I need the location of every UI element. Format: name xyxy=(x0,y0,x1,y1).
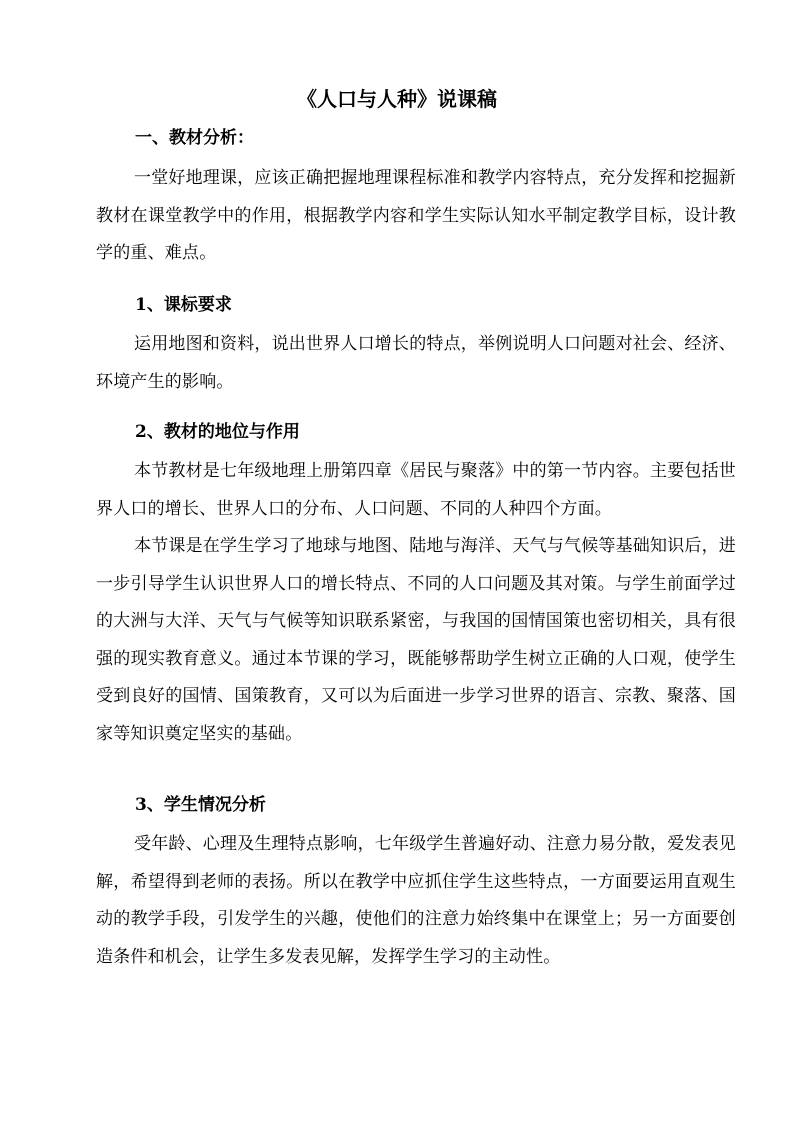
paragraph-curriculum-requirements: 运用地图和资料，说出世界人口增长的特点，举例说明人口问题对社会、经济、环境产生的影响。 xyxy=(96,334,736,392)
section-heading-student-analysis: 3、学生情况分析 xyxy=(135,795,266,815)
paragraph-textbook-analysis: 一堂好地理课，应该正确把握地理课程标准和教学内容特点，充分发挥和挖掘新教材在课堂教学中的作用，根据教学内容和学生实际认知水平制定教学目标，设计教学的重、难点。 xyxy=(96,168,736,264)
section-heading-status-and-role: 2、教材的地位与作用 xyxy=(135,422,300,442)
section-heading-textbook-analysis: 一、教材分析： xyxy=(135,128,254,148)
paragraph-student-analysis: 受年龄、心理及生理特点影响，七年级学生普遍好动、注意力易分散，爱发表见解，希望得到老师的表扬。所以在教学中应抓住学生这些特点，一方面要运用直观生动的教学手段，引发学生的兴趣，使他们的注意力始终集中在课堂上；另一方面要创造条件和机会，让学生多发表见解，发挥学生学习的主动性。 xyxy=(96,834,736,967)
section-heading-curriculum-requirements: 1、课标要求 xyxy=(135,295,232,315)
document-title: 《人口与人种》说课稿 xyxy=(297,87,497,111)
paragraph-status-and-role-1: 本节教材是七年级地理上册第四章《居民与聚落》中的第一节内容。主要包括世界人口的增长、世界人口的分布、人口问题、不同的人种四个方面。 xyxy=(96,461,736,519)
paragraph-status-and-role-2: 本节课是在学生学习了地球与地图、陆地与海洋、天气与气候等基础知识后，进一步引导学生认识世界人口的增长特点、不同的人口问题及其对策。与学生前面学过的大洲与大洋、天气与气候等知识联系紧密，与我国的国情国策也密切相关，具有很强的现实教育意义。通过本节课的学习，既能够帮助学生树立正确的人口观，使学生受到良好的国情、国策教育，又可以为后面进一步学习世界的语言、宗教、聚落、国家等知识奠定坚实的基础。 xyxy=(96,536,736,744)
